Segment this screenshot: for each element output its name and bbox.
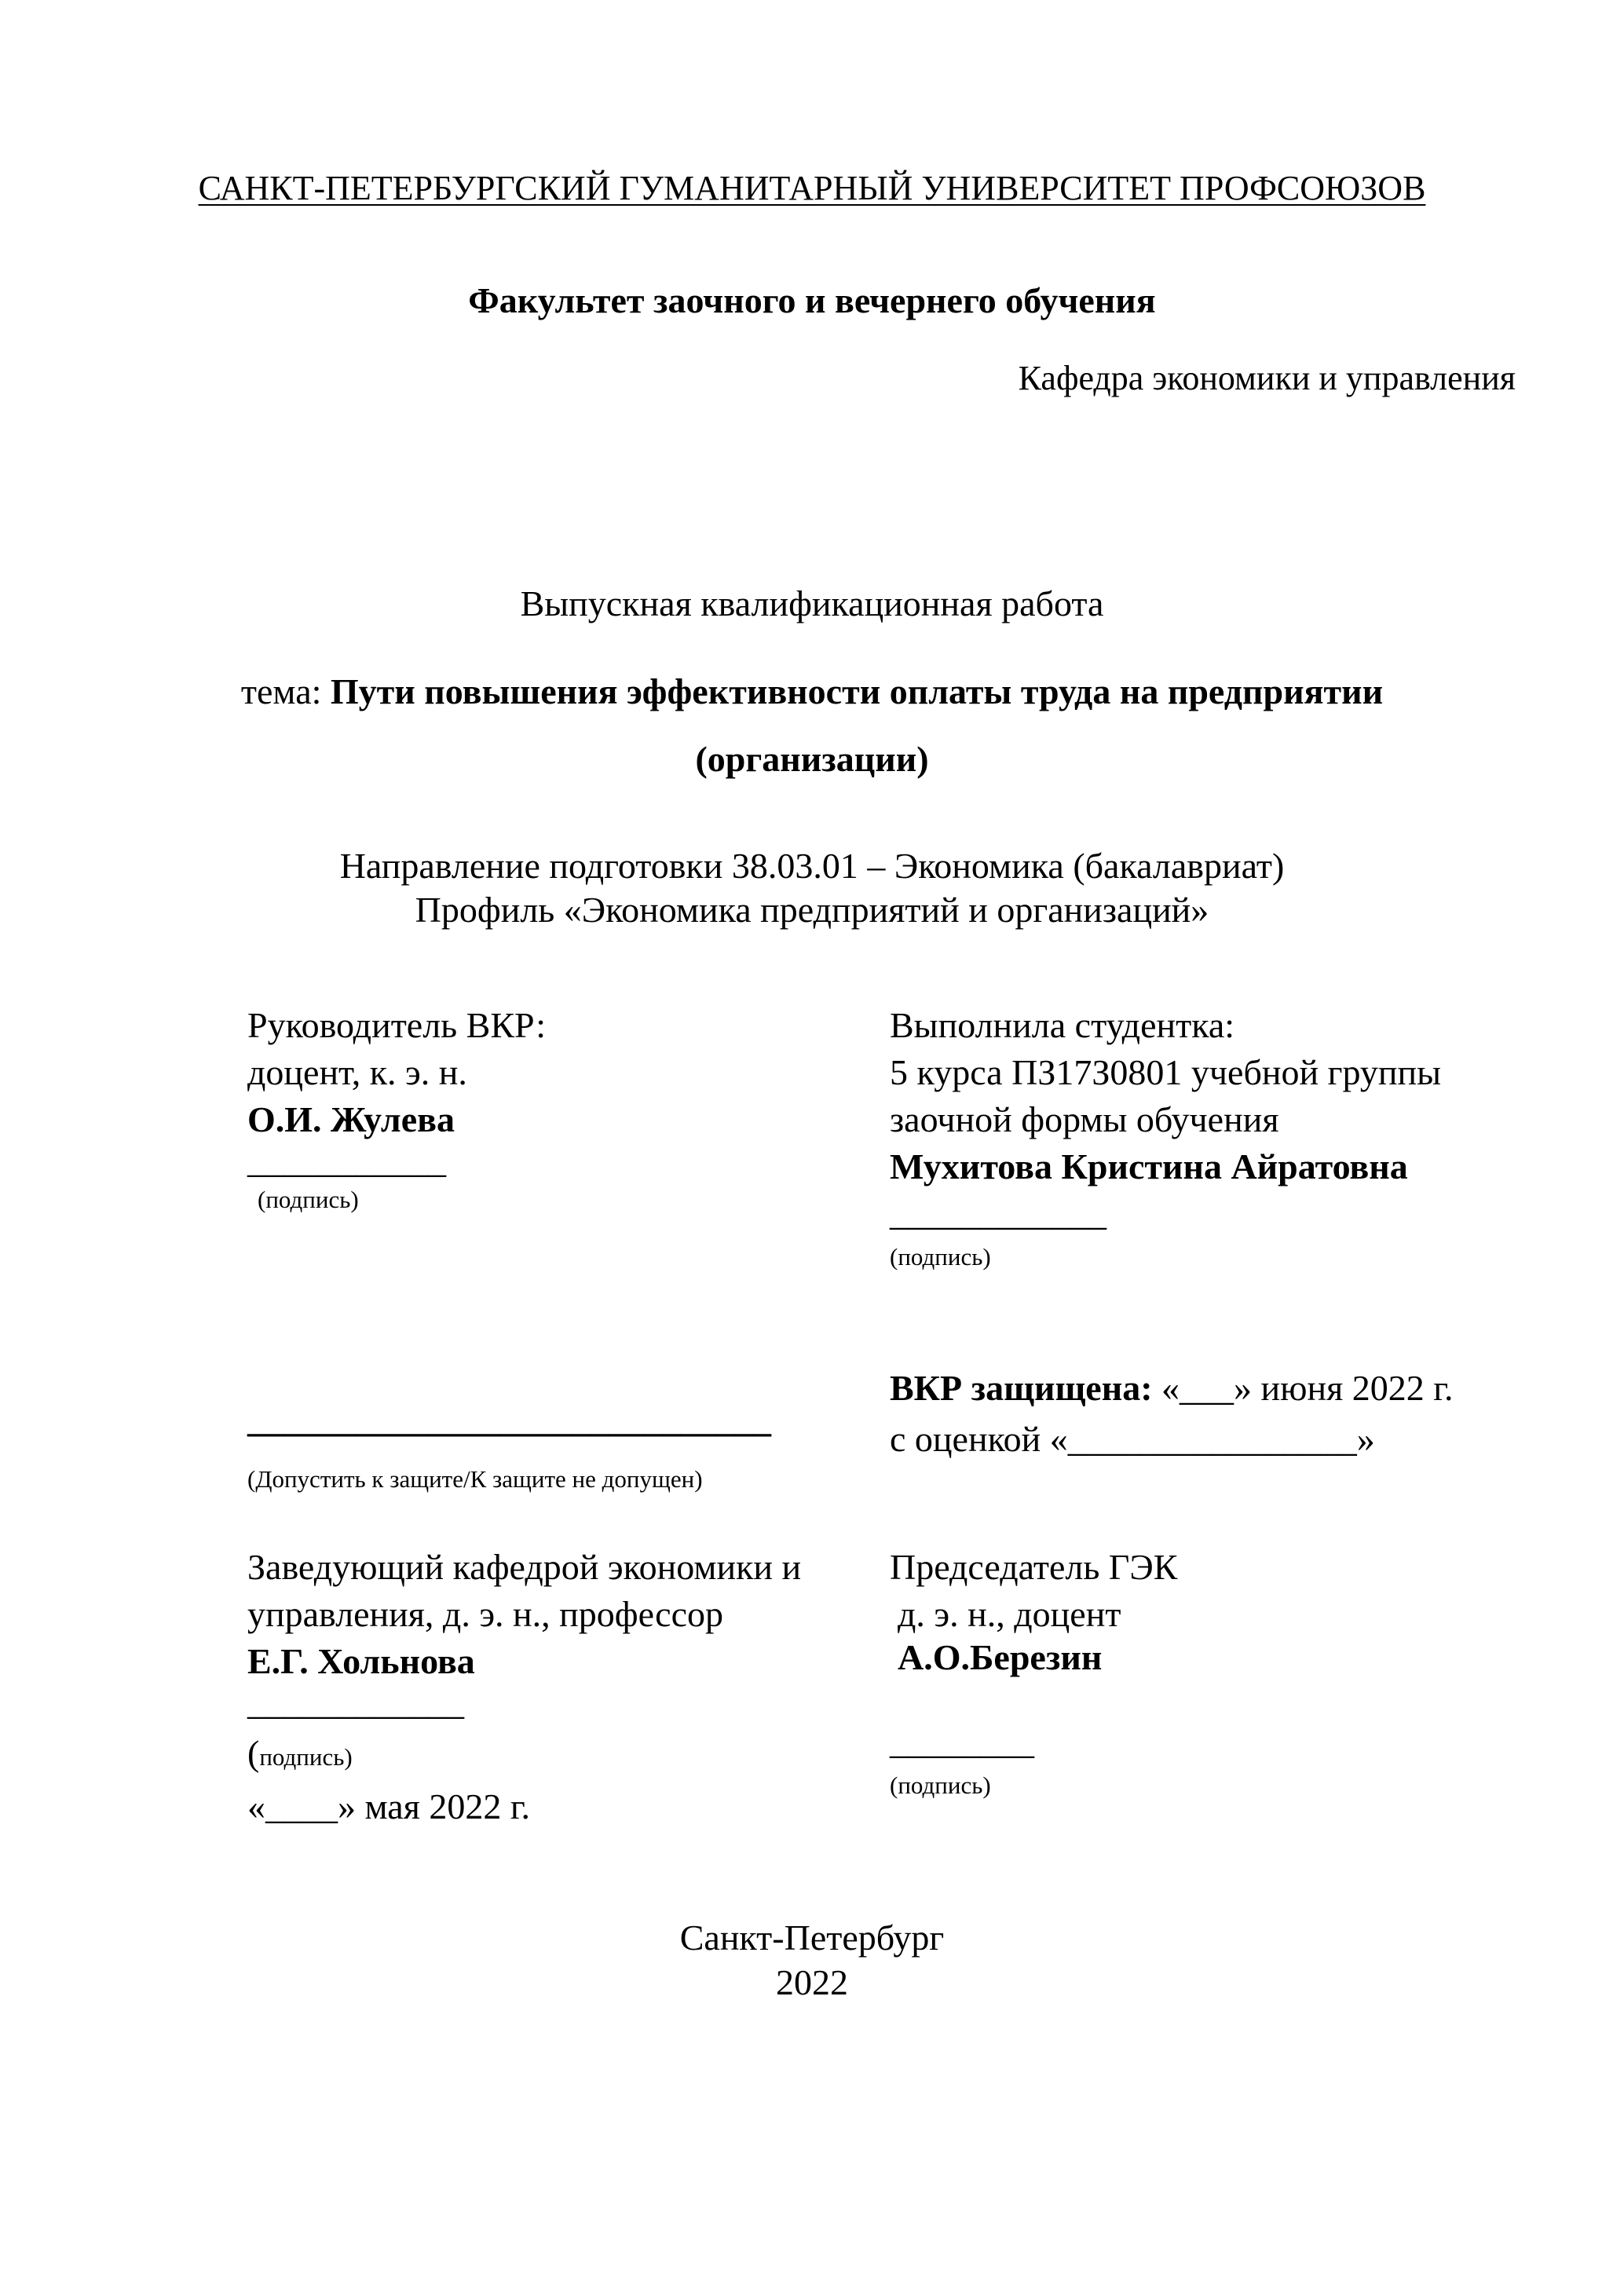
defense-label: ВКР защищена: [890,1368,1153,1408]
student-name: Мухитова Кристина Айратовна [890,1146,1408,1186]
student-signature-line: ____________ [890,1193,1106,1233]
topic-line-2: (организации) [695,739,929,779]
chairman-position: д. э. н., доцент [898,1594,1121,1634]
caption-text: подпись) [259,1743,353,1771]
admission-line: _____________________________ [247,1399,771,1439]
city: Санкт-Петербург [679,1918,945,1958]
study-direction: Направление подготовки 38.03.01 – Экономика (бакалавриат) [339,846,1285,886]
student-group: 5 курса ПЗ17З0801 учебной группы [890,1052,1441,1092]
topic-title: Пути повышения эффективности оплаты труда на предприятии [330,671,1384,711]
chairman-signature-caption: (подпись) [890,1771,991,1799]
chairman-heading: Председатель ГЭК [890,1547,1178,1587]
topic-line-1 [0,671,1624,711]
study-profile: Профиль «Экономика предприятий и организаций» [415,890,1209,930]
year: 2022 [776,1962,848,2002]
topic-prefix: тема: [240,671,331,711]
head-of-department-date: «____» мая 2022 г. [247,1786,531,1826]
supervisor-position: доцент, к. э. н. [247,1052,467,1092]
head-of-department-degree: управления, д. э. н., профессор [247,1594,723,1634]
student-signature-caption: (подпись) [890,1243,991,1270]
supervisor-signature-caption: (подпись) [258,1186,359,1213]
work-type: Выпускная квалификационная работа [520,583,1104,623]
supervisor-name: О.И. Жулева [247,1099,455,1139]
supervisor-heading: Руководитель ВКР: [247,1005,547,1045]
head-of-department-title: Заведующий кафедрой экономики и [247,1547,802,1587]
student-study-form: заочной формы обучения [890,1099,1279,1139]
department-name: Кафедра экономики и управления [1018,359,1516,397]
defense-grade: с оценкой «________________» [890,1419,1375,1459]
student-heading: Выполнила студентка: [890,1005,1235,1045]
chairman-name: А.О.Березин [898,1637,1103,1677]
defense-date [890,1370,1453,1406]
faculty-name: Факультет заочного и вечернего обучения [468,280,1156,320]
caption-open-paren: ( [247,1733,260,1773]
head-of-department-signature-caption [247,1735,353,1771]
admission-caption: (Допустить к защите/К защите не допущен) [247,1465,703,1493]
supervisor-signature-line: ___________ [247,1140,446,1180]
defense-date-text: «___» июня 2022 г. [1152,1368,1454,1408]
chairman-signature-line: ________ [890,1721,1034,1761]
university-name: САНКТ-ПЕТЕРБУРГСКИЙ ГУМАНИТАРНЫЙ УНИВЕРСИТЕТ ПРОФСОЮЗОВ [198,169,1426,207]
head-of-department-signature-line: ____________ [247,1682,464,1722]
head-of-department-name: Е.Г. Хольнова [247,1641,475,1681]
